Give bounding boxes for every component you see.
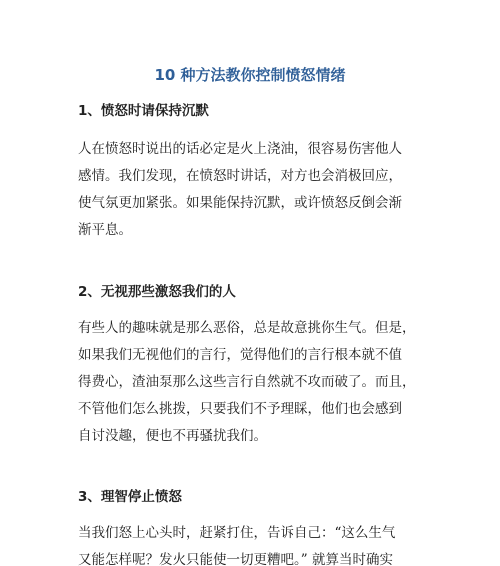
paragraph-line: 人在愤怒时说出的话必定是火上浇油，很容易伤害他人 bbox=[78, 141, 402, 157]
section-heading-1: 1、愤怒时请保持沉默 bbox=[78, 103, 209, 119]
paragraph-line: 得费心，渣油泵那么这些言行自然就不攻而破了。而且， bbox=[78, 374, 416, 390]
section-heading-2: 2、无视那些激怒我们的人 bbox=[78, 284, 236, 300]
paragraph-line: 使气氛更加紧张。如果能保持沉默，或许愤怒反倒会渐 bbox=[78, 195, 402, 211]
section-paragraph-1 bbox=[78, 136, 438, 244]
section-heading-3: 3、理智停止愤怒 bbox=[78, 489, 182, 505]
paragraph-line: 渐平息。 bbox=[78, 222, 132, 238]
paragraph-line: 又能怎样呢？发火只能使一切更糟吧。” 就算当时确实 bbox=[78, 552, 393, 566]
section-paragraph-3 bbox=[78, 520, 438, 566]
section-paragraph-2 bbox=[78, 315, 438, 450]
paragraph-line: 自讨没趣，便也不再骚扰我们。 bbox=[78, 428, 267, 444]
paragraph-line: 当我们怒上心头时，赶紧打住，告诉自己：“这么生气 bbox=[78, 525, 396, 541]
paragraph-line: 感情。我们发现，在愤怒时讲话，对方也会消极回应， bbox=[78, 168, 402, 184]
paragraph-line: 不管他们怎么挑拨，只要我们不予理睬，他们也会感到 bbox=[78, 401, 402, 417]
paragraph-line: 有些人的趣味就是那么恶俗，总是故意挑你生气。但是， bbox=[78, 320, 416, 336]
paragraph-line: 如果我们无视他们的言行，觉得他们的言行根本就不值 bbox=[78, 347, 402, 363]
document-title: 10 种方法教你控制愤怒情绪 bbox=[154, 66, 346, 84]
